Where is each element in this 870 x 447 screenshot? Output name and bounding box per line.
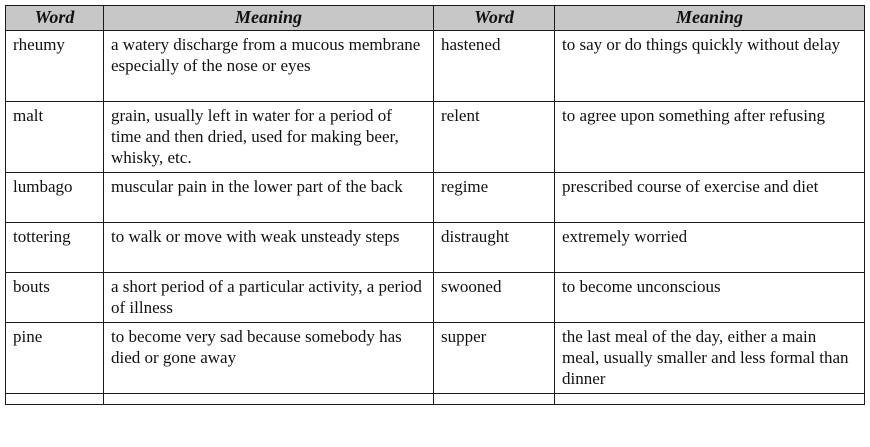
header-word-2: Word <box>434 6 555 31</box>
table-row <box>6 323 865 394</box>
vocabulary-table <box>5 5 865 405</box>
meaning-cell: the last meal of the day, either a main meal, usually smaller and less formal than dinner <box>555 323 865 394</box>
word-cell: bouts <box>6 273 104 323</box>
empty-cell <box>6 394 104 405</box>
table-row <box>6 273 865 323</box>
meaning-cell: grain, usually left in water for a period of time and then dried, used for making beer, whisky, etc. <box>104 102 434 173</box>
meaning-cell: to become unconscious <box>555 273 865 323</box>
meaning-cell: extremely worried <box>555 223 865 273</box>
word-cell: tottering <box>6 223 104 273</box>
table-row-cut-off <box>6 394 865 405</box>
header-word-1: Word <box>6 6 104 31</box>
meaning-cell: a short period of a particular activity, a period of illness <box>104 273 434 323</box>
meaning-cell: muscular pain in the lower part of the back <box>104 173 434 223</box>
meaning-cell: to walk or move with weak unsteady steps <box>104 223 434 273</box>
word-cell: regime <box>434 173 555 223</box>
meaning-cell: prescribed course of exercise and diet <box>555 173 865 223</box>
header-meaning-2: Meaning <box>555 6 865 31</box>
word-cell: rheumy <box>6 31 104 102</box>
empty-cell <box>104 394 434 405</box>
empty-cell <box>555 394 865 405</box>
meaning-cell: to agree upon something after refusing <box>555 102 865 173</box>
meaning-cell: to say or do things quickly without delay <box>555 31 865 102</box>
word-cell: relent <box>434 102 555 173</box>
meaning-cell: to become very sad because somebody has died or gone away <box>104 323 434 394</box>
word-cell: distraught <box>434 223 555 273</box>
word-cell: malt <box>6 102 104 173</box>
table-row <box>6 102 865 173</box>
meaning-cell: a watery discharge from a mucous membrane especially of the nose or eyes <box>104 31 434 102</box>
empty-cell <box>434 394 555 405</box>
table-header-row <box>6 6 865 31</box>
table-row <box>6 31 865 102</box>
word-cell: pine <box>6 323 104 394</box>
word-cell: supper <box>434 323 555 394</box>
header-meaning-1: Meaning <box>104 6 434 31</box>
table-row <box>6 173 865 223</box>
word-cell: hastened <box>434 31 555 102</box>
table-row <box>6 223 865 273</box>
word-cell: swooned <box>434 273 555 323</box>
word-cell: lumbago <box>6 173 104 223</box>
